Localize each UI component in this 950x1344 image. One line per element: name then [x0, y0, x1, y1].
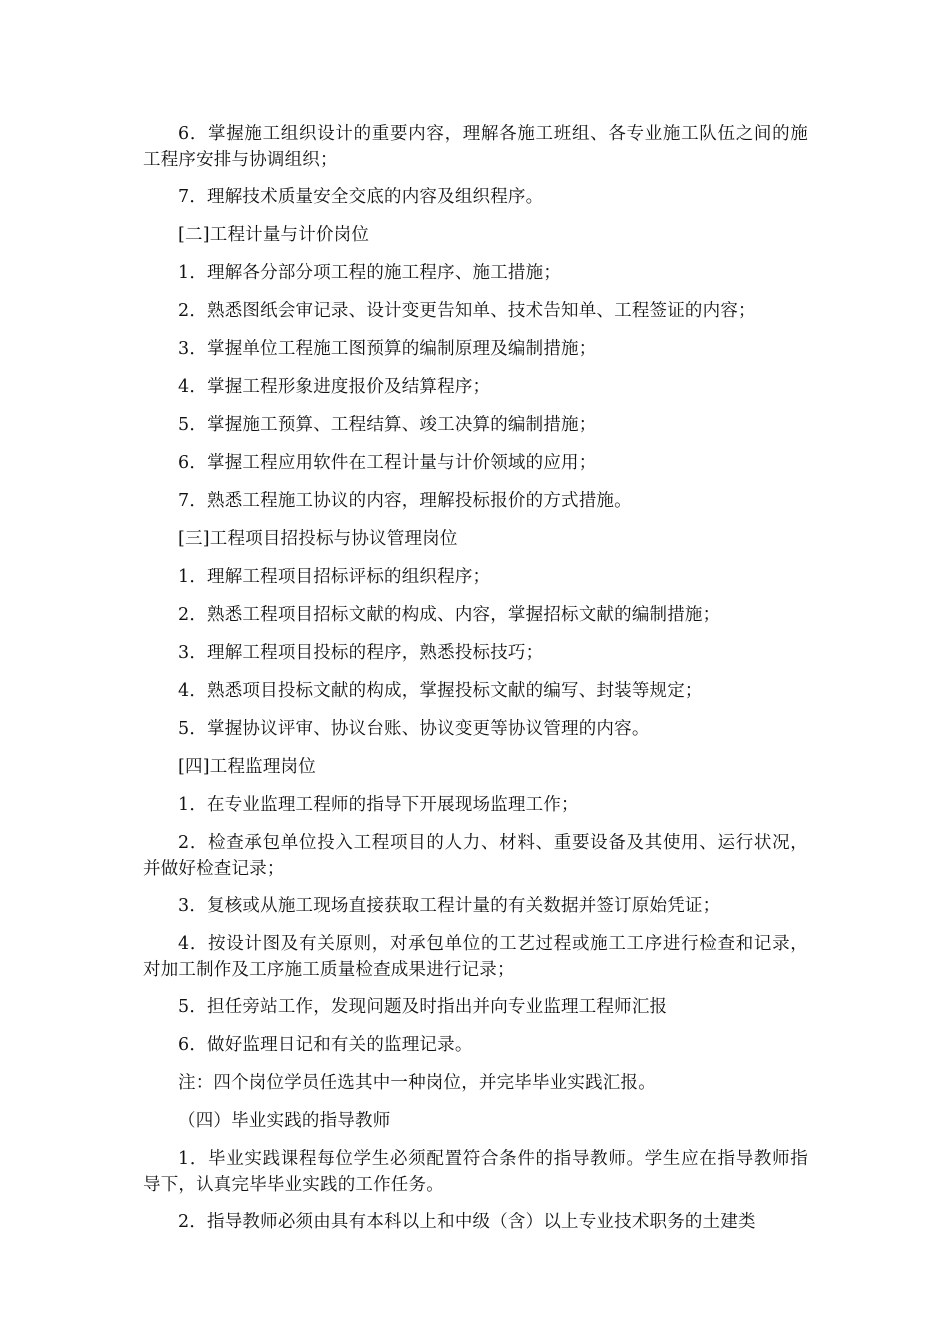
paragraph: 2．检查承包单位投入工程项目的人力、材料、重要设备及其使用、运行状况，并做好检查记录； — [143, 833, 808, 879]
paragraph: 5．掌握施工预算、工程结算、竣工决算的编制措施； — [178, 415, 597, 435]
paragraph: 4．熟悉项目投标文献的构成，掌握投标文献的编写、封装等规定； — [178, 681, 703, 701]
paragraph: 5．担任旁站工作，发现问题及时指出并向专业监理工程师汇报 — [178, 997, 668, 1017]
paragraph: 5．掌握协议评审、协议台账、协议变更等协议管理的内容。 — [178, 719, 650, 739]
paragraph: 3．掌握单位工程施工图预算的编制原理及编制措施； — [178, 339, 597, 359]
paragraph: 2．熟悉图纸会审记录、设计变更告知单、技术告知单、工程签证的内容； — [178, 301, 756, 321]
paragraph: 2．熟悉工程项目招标文献的构成、内容，掌握招标文献的编制措施； — [178, 605, 721, 625]
paragraph: 1．在专业监理工程师的指导下开展现场监理工作； — [178, 795, 579, 815]
paragraph: 2．指导教师必须由具有本科以上和中级（含）以上专业技术职务的土建类 — [178, 1212, 756, 1232]
paragraph: 6．做好监理日记和有关的监理记录。 — [178, 1035, 473, 1055]
paragraph: 1．理解工程项目招标评标的组织程序； — [178, 567, 491, 587]
paragraph: 3．复核或从施工现场直接获取工程计量的有关数据并签订原始凭证； — [178, 896, 721, 916]
paragraph: 1．毕业实践课程每位学生必须配置符合条件的指导教师。学生应在指导教师指导下，认真完毕毕业实践的工作任务。 — [143, 1149, 808, 1195]
note-paragraph: 注：四个岗位学员任选其中一种岗位，并完毕毕业实践汇报。 — [178, 1073, 656, 1093]
section-heading: [四]工程监理岗位 — [178, 757, 316, 777]
paragraph: 3．理解工程项目投标的程序，熟悉投标技巧； — [178, 643, 544, 663]
paragraph: 6．掌握工程应用软件在工程计量与计价领域的应用； — [178, 453, 597, 473]
document-body — [143, 121, 808, 1247]
paragraph: 4．掌握工程形象进度报价及结算程序； — [178, 377, 491, 397]
section-heading: [二]工程计量与计价岗位 — [178, 225, 370, 245]
paragraph: 7．理解技术质量安全交底的内容及组织程序。 — [178, 187, 544, 207]
section-heading: [三]工程项目招投标与协议管理岗位 — [178, 529, 458, 549]
paragraph: 6．掌握施工组织设计的重要内容，理解各施工班组、各专业施工队伍之间的施工程序安排与协调组织； — [143, 124, 808, 170]
paragraph: 4．按设计图及有关原则，对承包单位的工艺过程或施工工序进行检查和记录，对加工制作及工序施工质量检查成果进行记录； — [143, 934, 808, 980]
section-heading: （四）毕业实践的指导教师 — [178, 1111, 391, 1131]
paragraph: 1．理解各分部分项工程的施工程序、施工措施； — [178, 263, 562, 283]
paragraph: 7．熟悉工程施工协议的内容，理解投标报价的方式措施。 — [178, 491, 632, 511]
